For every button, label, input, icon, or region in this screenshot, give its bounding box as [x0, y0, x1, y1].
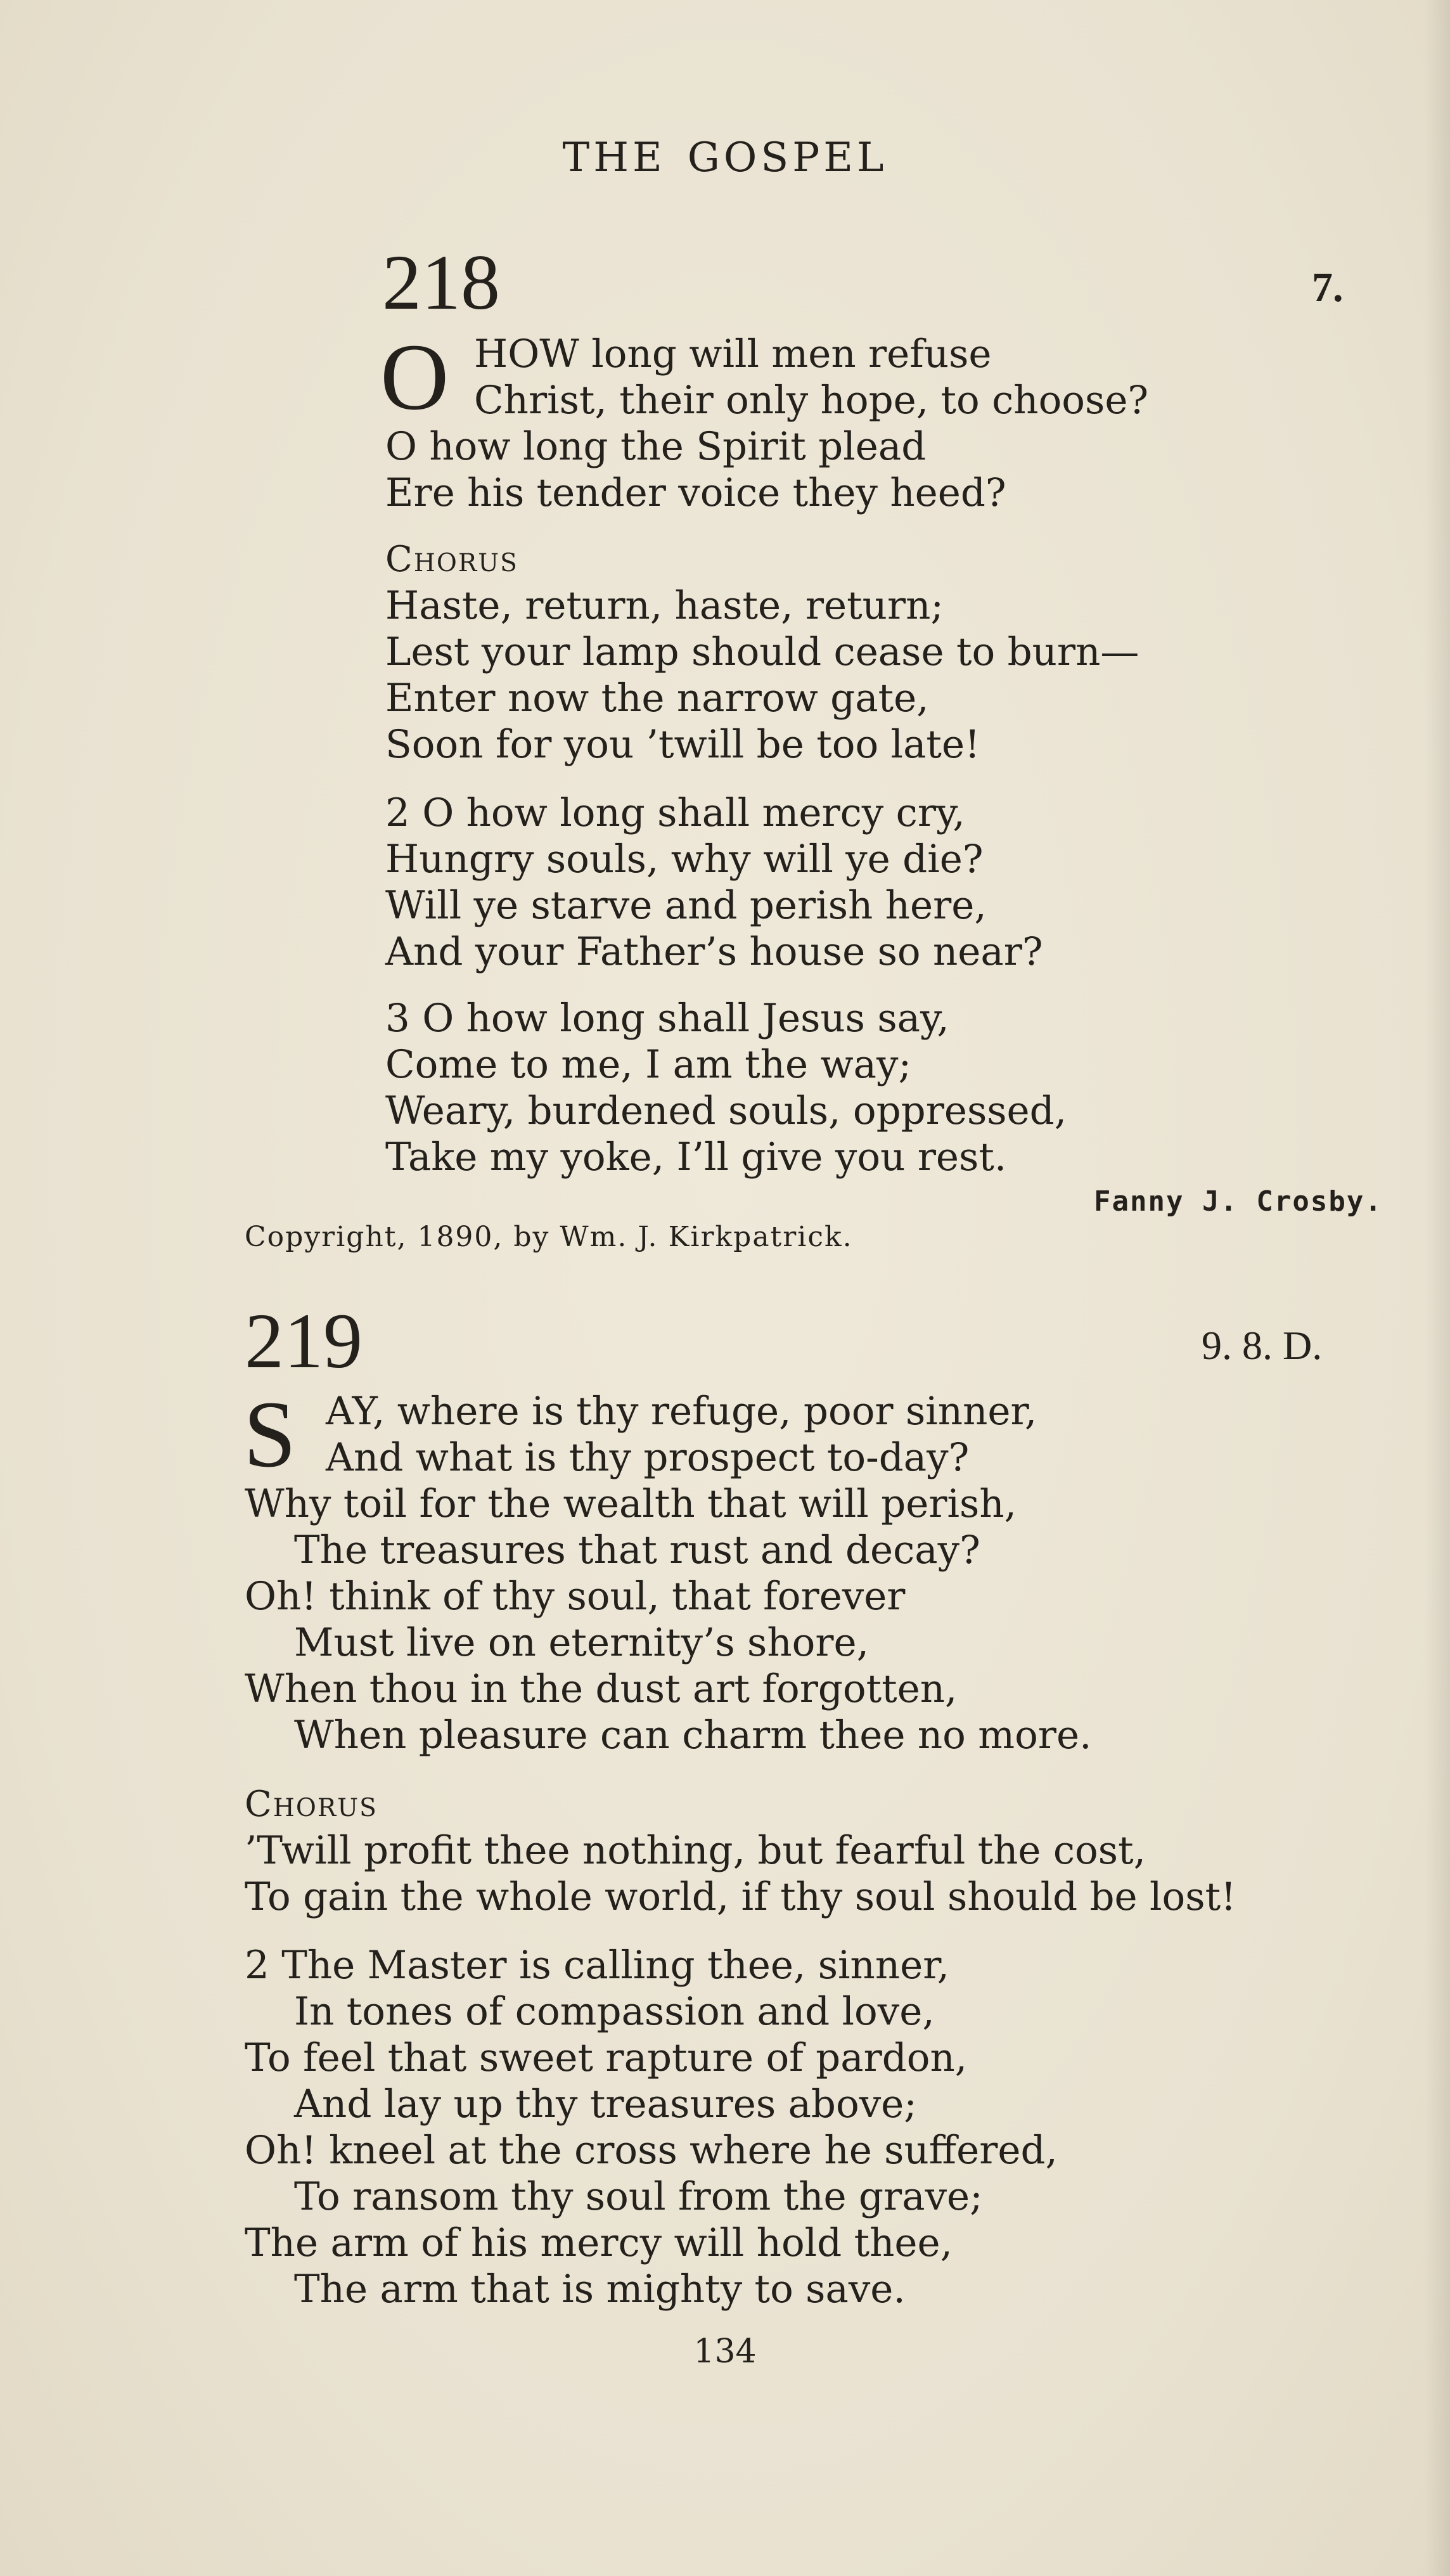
chorus-label: Chorus	[245, 1784, 378, 1825]
verse-line: The arm that is mighty to save.	[294, 2267, 906, 2312]
verse-line: The arm of his mercy will hold thee,	[245, 2220, 953, 2265]
verse-line: And what is thy prospect to-day?	[326, 1435, 970, 1480]
verse-line: ’Twill profit thee nothing, but fearful the cost,	[245, 1828, 1146, 1873]
chorus-label: Chorus	[385, 539, 518, 580]
verse-line: 3 O how long shall Jesus say,	[385, 996, 949, 1041]
header-word-1: THE	[562, 134, 666, 181]
verse-line: The treasures that rust and decay?	[294, 1528, 980, 1573]
verse-line: Come to me, I am the way;	[385, 1042, 912, 1087]
verse-line: Why toil for the wealth that will perish,	[245, 1481, 1017, 1526]
verse-line: Hungry souls, why will ye die?	[385, 837, 984, 882]
verse-line: 2 O how long shall mercy cry,	[385, 790, 965, 835]
verse-line: When pleasure can charm thee no more.	[294, 1713, 1092, 1758]
verse-line: Lest your lamp should cease to burn—	[385, 629, 1139, 674]
verse-line: HOW long will men refuse	[474, 332, 992, 377]
hymn-219-meter: 9. 8. D.	[1202, 1323, 1323, 1368]
verse-line: Ere his tender voice they heed?	[385, 470, 1006, 515]
hymn-219-stanza-1-bottom	[245, 1481, 1091, 1758]
hymn-219-stanza-2	[245, 1942, 1058, 2312]
verse-line: Oh! think of thy soul, that forever	[245, 1574, 906, 1619]
hymn-218-dropcap: O	[380, 325, 449, 430]
verse-line: 2 The Master is calling thee, sinner,	[245, 1943, 950, 1988]
verse-line: And your Father’s house so near?	[385, 929, 1043, 974]
verse-line: To feel that sweet rapture of pardon,	[245, 2035, 968, 2080]
header-word-2: GOSPEL	[687, 134, 888, 181]
verse-line: When thou in the dust art forgotten,	[245, 1666, 958, 1711]
verse-line: To ransom thy soul from the grave;	[294, 2174, 983, 2219]
running-header	[0, 134, 1450, 181]
verse-line: Weary, burdened souls, oppressed,	[385, 1088, 1067, 1133]
hymn-218-stanza-1-bottom	[385, 423, 1006, 516]
verse-line: Take my yoke, I’ll give you rest.	[385, 1135, 1007, 1180]
hymn-219-chorus	[245, 1781, 1236, 1920]
verse-line: Haste, return, haste, return;	[385, 583, 944, 628]
page-edge-shadow	[1425, 0, 1450, 2576]
verse-line: And lay up thy treasures above;	[294, 2082, 917, 2127]
hymn-218-author: Fanny J. Crosby.	[1094, 1185, 1383, 1218]
hymn-218-stanza-3	[385, 995, 1067, 1180]
hymn-219-dropcap: S	[243, 1382, 297, 1487]
verse-line: To gain the whole world, if thy soul should be lost!	[245, 1874, 1236, 1919]
verse-line: Soon for you ’twill be too late!	[385, 722, 980, 767]
verse-line: Enter now the narrow gate,	[385, 676, 929, 721]
hymn-219-number: 219	[245, 1298, 362, 1384]
hymn-218-meter: 7.	[1312, 264, 1344, 311]
verse-line: Christ, their only hope, to choose?	[474, 378, 1149, 423]
hymn-218-copyright: Copyright, 1890, by Wm. J. Kirkpatrick.	[245, 1221, 853, 1253]
hymn-218-stanza-2	[385, 790, 1043, 975]
verse-line: Oh! kneel at the cross where he suffered,	[245, 2128, 1058, 2173]
verse-line: Must live on eternity’s shore,	[294, 1620, 869, 1665]
hymn-218-number: 218	[382, 239, 500, 326]
verse-line: O how long the Spirit plead	[385, 424, 927, 469]
verse-line: Will ye starve and perish here,	[385, 883, 987, 928]
verse-line: In tones of compassion and love,	[294, 1989, 935, 2034]
page-number: 134	[693, 2333, 757, 2371]
hymn-219-stanza-1-top	[326, 1388, 1037, 1481]
verse-line: AY, where is thy refuge, poor sinner,	[326, 1389, 1037, 1434]
hymn-218-chorus	[385, 536, 1139, 768]
hymn-218-stanza-1-top	[474, 331, 1148, 423]
